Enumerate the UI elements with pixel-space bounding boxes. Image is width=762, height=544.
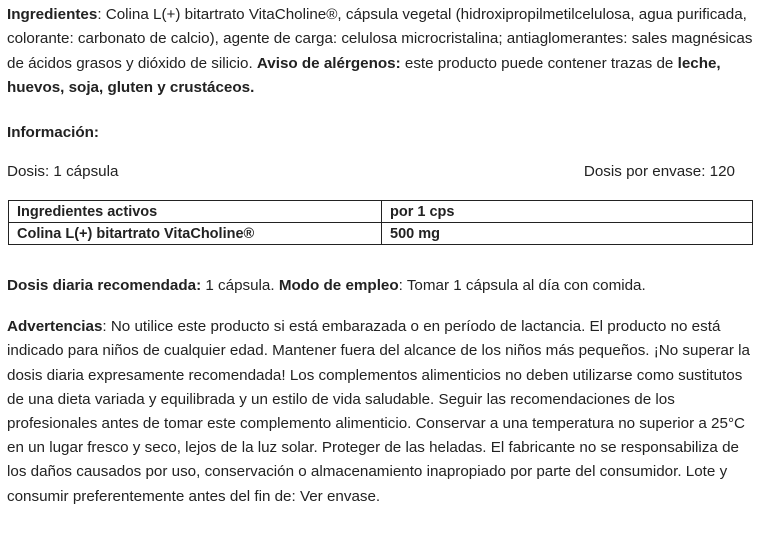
usage-paragraph (7, 274, 755, 298)
allergen-list: leche, huevos, soja, gluten y crustáceos. (7, 54, 721, 96)
mode-text: : Tomar 1 cápsula al día con comida. (398, 277, 646, 295)
info-heading-paragraph (7, 121, 755, 145)
dose-row (7, 162, 735, 182)
ingredients-text: : Colina L(+) bitartrato VitaCholine®, cápsula vegetal (hidroxipropilmetilcelulosa, agua purificada, colorante: carbonato de calcio), agente de carga: celulosa microcristalina; antiaglomerantes: sales magnésicas de ácidos grasos y dióxido de silicio. (7, 6, 753, 72)
ingredients-paragraph (7, 3, 755, 100)
nutrition-table (8, 200, 753, 245)
daily-dose-label: Dosis diaria recomendada: (7, 277, 202, 295)
table-header-row (9, 201, 753, 223)
doses-per-container-text: Dosis por envase: 120 (583, 163, 735, 180)
table-cell: 500 mg (382, 223, 753, 245)
warnings-paragraph (7, 315, 755, 509)
info-heading: Información: (7, 124, 99, 142)
warnings-text: : No utilice este producto si está embarazada o en período de lactancia. El producto no está indicado para niños de cualquier edad. Mantener fuera del alcance de los niños más pequeños. ¡No superar la dosis diaria expresamente recomendada! Los complementos alimenticios no deben utilizarse como sustitutos de una dieta variada y equilibrada y un estilo de vida saludable. Seguir las recomendaciones de los profesionales antes de tomar este complemento alimenticio. Conservar a una temperatura no superior a 25°C en un lugar fresco y seco, lejos de la luz solar. Proteger de las heladas. El fabricante no se responsabiliza de los daños causados por uso, conservación o almacenamiento inapropiado por parte del consumidor. Lote y consumir preferentemente antes del fin de: Ver envase. (7, 318, 750, 505)
allergen-text: este producto puede contener trazas de (400, 54, 678, 72)
table-cell: Colina L(+) bitartrato VitaCholine® (9, 223, 382, 245)
table-row (9, 223, 753, 245)
warnings-label: Advertencias (7, 318, 103, 336)
mode-label: Modo de empleo (278, 277, 399, 295)
daily-dose-text: 1 cápsula. (201, 277, 279, 295)
ingredients-label: Ingredientes (7, 6, 98, 24)
dose-text: Dosis: 1 cápsula (7, 163, 119, 180)
table-header-cell: Ingredientes activos (9, 201, 382, 223)
allergen-label: Aviso de alérgenos: (256, 54, 401, 72)
table-header-cell: por 1 cps (382, 201, 753, 223)
